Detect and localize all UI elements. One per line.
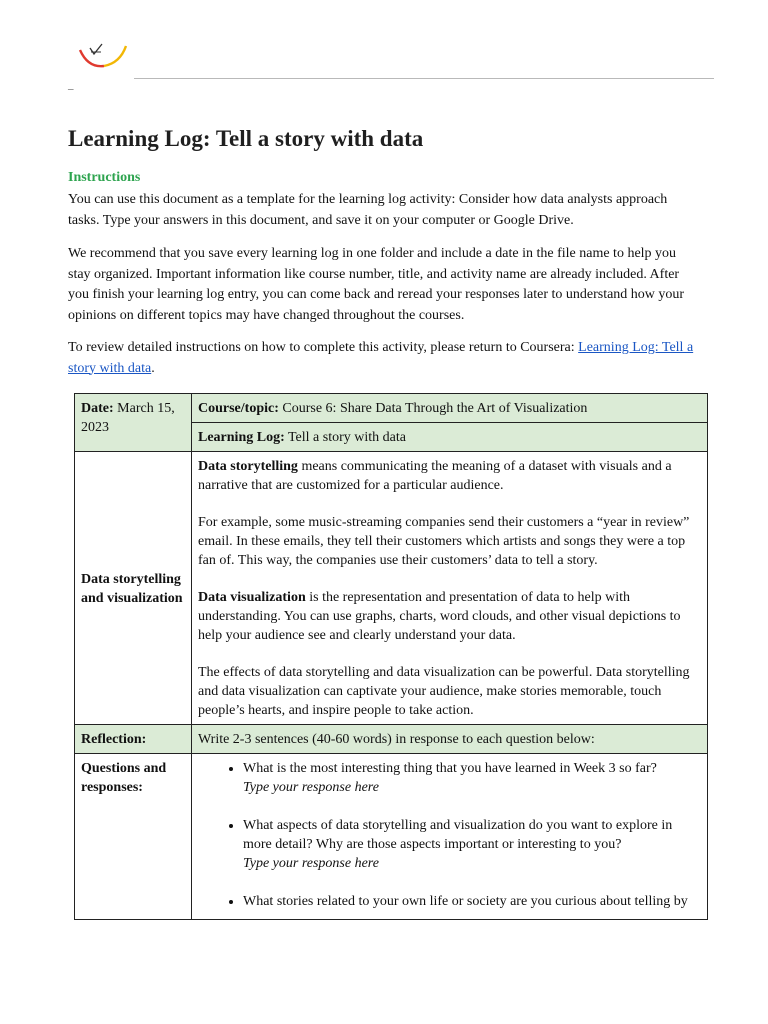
visualization-definition (198, 588, 701, 645)
log-value: Tell a story with data (284, 430, 406, 445)
section-label: Data storytelling and visualization (81, 571, 183, 606)
question-text: What stories related to your own life or society are you curious about telling by (243, 894, 688, 909)
section-content-cell (192, 452, 708, 725)
date-value: March 15, 2023 (81, 401, 175, 435)
course-value: Course 6: Share Data Through the Art of Visualization (278, 401, 588, 416)
question-text: What is the most interesting thing that you have learned in Week 3 so far? (243, 761, 657, 776)
questions-list (198, 759, 701, 911)
question-text: What aspects of data storytelling and visualization do you want to explore in more detail? Why are those aspects important or interesting to you? (243, 818, 673, 852)
page-title: Learning Log: Tell a story with data (68, 126, 424, 151)
question-item (243, 892, 701, 911)
visualization-text: is the representation and presentation of data to help with understanding. You can use graphs, charts, word clouds, and other visual depictions to help your audience see and clearly understand your data. (198, 590, 681, 643)
visualization-term: Data visualization (198, 590, 306, 605)
instructions-p3-suffix: . (151, 360, 155, 376)
course-label: Course/topic: (198, 401, 279, 416)
effects-paragraph: The effects of data storytelling and data visualization can be powerful. Data storytelling and data visualization can captivate your audience, make stories memorable, touch people’s hearts, and inspire people to take action. (198, 665, 690, 718)
reflection-label: Reflection: (81, 732, 147, 747)
learning-log-table (74, 393, 708, 920)
instructions-paragraph-1: You can use this document as a template for the learning log activity: Consider how data analysts approach tasks. Type your answers in this document, and save it on your computer or Google Drive. (68, 192, 668, 228)
response-field[interactable]: Type your response here (243, 780, 379, 795)
questions-label: Questions and responses: (81, 761, 167, 795)
date-label: Date: (81, 401, 114, 416)
question-item (243, 816, 701, 873)
storytelling-term: Data storytelling (198, 459, 298, 474)
logo-icon (74, 36, 130, 74)
header-dash: _ (68, 79, 74, 91)
log-cell (192, 423, 708, 452)
header-divider (134, 78, 714, 79)
instructions-p3-prefix: To review detailed instructions on how to complete this activity, please return to Coursera: (68, 340, 579, 355)
instructions-paragraph-2: We recommend that you save every learning log in one folder and include a date in the file name to help you stay organized. Important information like course number, title, and activity name are already included. After you finish your learning log entry, you can come back and reread your responses later to understand how your opinions on different topics may have changed throughout the courses. (68, 246, 685, 323)
questions-label-cell (75, 754, 192, 920)
date-cell (75, 394, 192, 452)
instructions-heading: Instructions (68, 170, 141, 185)
questions-cell (192, 754, 708, 920)
log-label: Learning Log: (198, 430, 285, 445)
response-field[interactable]: Type your response here (243, 856, 379, 871)
reflection-value-cell: Write 2-3 sentences (40-60 words) in response to each question below: (192, 725, 708, 754)
coursera-link[interactable]: Learning Log: Tell a story with data (68, 340, 694, 376)
section-label-cell (75, 452, 192, 725)
instructions-paragraph-3 (68, 338, 700, 379)
reflection-label-cell (75, 725, 192, 754)
example-paragraph: For example, some music-streaming companies send their customers a “year in review” email. In these emails, they tell their customers which artists and songs they were a top fan of. This way, the companies use their customers’ data to tell a story. (198, 515, 690, 568)
course-cell (192, 394, 708, 423)
storytelling-text: means communicating the meaning of a dataset with visuals and a narrative that are customized for a particular audience. (198, 459, 672, 493)
question-item (243, 759, 701, 797)
storytelling-definition (198, 457, 701, 495)
